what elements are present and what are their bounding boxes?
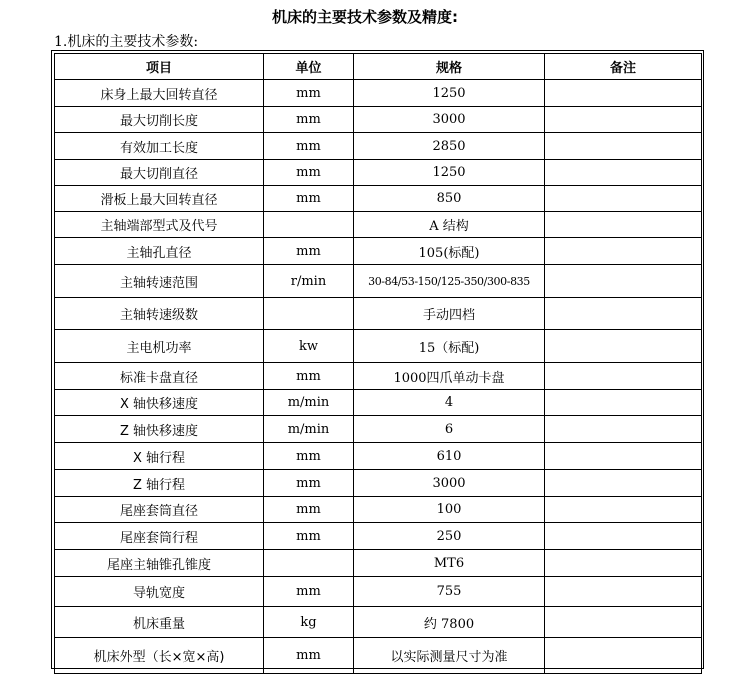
cell-item: 主轴转速级数 [55,298,264,330]
cell-unit: kg [264,607,354,638]
cell-remark [545,265,702,298]
cell-remark [545,107,702,133]
cell-unit [264,550,354,577]
cell-item: 主电机功率 [55,330,264,363]
table-row [55,470,702,497]
table-row [55,638,702,674]
cell-unit: m/min [264,416,354,443]
cell-item: 尾座主轴锥孔锥度 [55,550,264,577]
cell-unit: mm [264,638,354,674]
cell-spec: 6 [354,416,545,443]
cell-remark [545,363,702,390]
cell-item: 有效加工长度 [55,133,264,160]
table-row [55,238,702,265]
cell-unit: mm [264,577,354,607]
table-row [55,497,702,523]
cell-unit: mm [264,107,354,133]
cell-spec: 100 [354,497,545,523]
cell-remark [545,607,702,638]
cell-spec: 3000 [354,470,545,497]
cell-spec: 3000 [354,107,545,133]
cell-unit: mm [264,443,354,470]
cell-unit: mm [264,497,354,523]
table-row [55,523,702,550]
table-row [55,80,702,107]
cell-spec: 约 7800 [354,607,545,638]
table-row [55,363,702,390]
cell-unit: mm [264,186,354,212]
cell-unit [264,298,354,330]
cell-item: 标准卡盘直径 [55,363,264,390]
cell-spec: 以实际测量尺寸为准 [354,638,545,674]
cell-remark [545,416,702,443]
table-row [55,390,702,416]
cell-unit: mm [264,160,354,186]
cell-item: 机床外型（长×宽×高) [55,638,264,674]
cell-remark [545,638,702,674]
cell-item: 尾座套筒直径 [55,497,264,523]
table-row [55,133,702,160]
table-row [55,416,702,443]
cell-item: Z 轴行程 [55,470,264,497]
cell-spec: 手动四档 [354,298,545,330]
cell-remark [545,330,702,363]
cell-unit: kw [264,330,354,363]
cell-unit [264,212,354,238]
cell-remark [545,160,702,186]
table-row [55,160,702,186]
cell-spec: 1000四爪单动卡盘 [354,363,545,390]
cell-unit: m/min [264,390,354,416]
table-row [55,330,702,363]
table-row [55,443,702,470]
cell-unit: mm [264,470,354,497]
cell-remark [545,523,702,550]
header-item: 项目 [55,54,264,80]
cell-spec: MT6 [354,550,545,577]
cell-remark [545,443,702,470]
cell-item: Z 轴快移速度 [55,416,264,443]
cell-item: 床身上最大回转直径 [55,80,264,107]
cell-item: 机床重量 [55,607,264,638]
cell-spec: 105(标配) [354,238,545,265]
cell-item: 主轴端部型式及代号 [55,212,264,238]
table-row [55,107,702,133]
cell-item: 导轨宽度 [55,577,264,607]
cell-spec: 1250 [354,160,545,186]
cell-spec: 4 [354,390,545,416]
header-unit: 单位 [264,54,354,80]
cell-item: 滑板上最大回转直径 [55,186,264,212]
cell-remark [545,212,702,238]
cell-unit: mm [264,133,354,160]
cell-remark [545,133,702,160]
cell-spec: 1250 [354,80,545,107]
table-header-row [55,54,702,80]
table-row [55,265,702,298]
cell-remark [545,577,702,607]
table-row [55,607,702,638]
cell-spec: 610 [354,443,545,470]
header-spec: 规格 [354,54,545,80]
cell-item: X 轴行程 [55,443,264,470]
section-title: 1.机床的主要技术参数: [54,34,199,50]
table-row [55,298,702,330]
document-title: 机床的主要技术参数及精度: [272,8,458,26]
cell-spec: 2850 [354,133,545,160]
cell-unit: mm [264,238,354,265]
cell-item: X 轴快移速度 [55,390,264,416]
cell-remark [545,390,702,416]
cell-unit: mm [264,80,354,107]
table-row [55,212,702,238]
cell-spec: 755 [354,577,545,607]
cell-unit: r/min [264,265,354,298]
cell-remark [545,238,702,265]
parameters-table [54,53,702,674]
table-row [55,550,702,577]
cell-spec: 15（标配) [354,330,545,363]
cell-spec: 850 [354,186,545,212]
cell-spec: 30-84/53-150/125-350/300-835 [354,265,545,298]
cell-spec: 250 [354,523,545,550]
cell-unit: mm [264,523,354,550]
table-row [55,186,702,212]
cell-remark [545,550,702,577]
cell-item: 最大切削长度 [55,107,264,133]
cell-item: 主轴孔直径 [55,238,264,265]
cell-unit: mm [264,363,354,390]
cell-item: 主轴转速范围 [55,265,264,298]
cell-spec: A 结构 [354,212,545,238]
cell-remark [545,470,702,497]
cell-remark [545,80,702,107]
header-remark: 备注 [545,54,702,80]
cell-item: 最大切削直径 [55,160,264,186]
cell-remark [545,298,702,330]
table-row [55,577,702,607]
cell-item: 尾座套筒行程 [55,523,264,550]
cell-remark [545,497,702,523]
cell-remark [545,186,702,212]
